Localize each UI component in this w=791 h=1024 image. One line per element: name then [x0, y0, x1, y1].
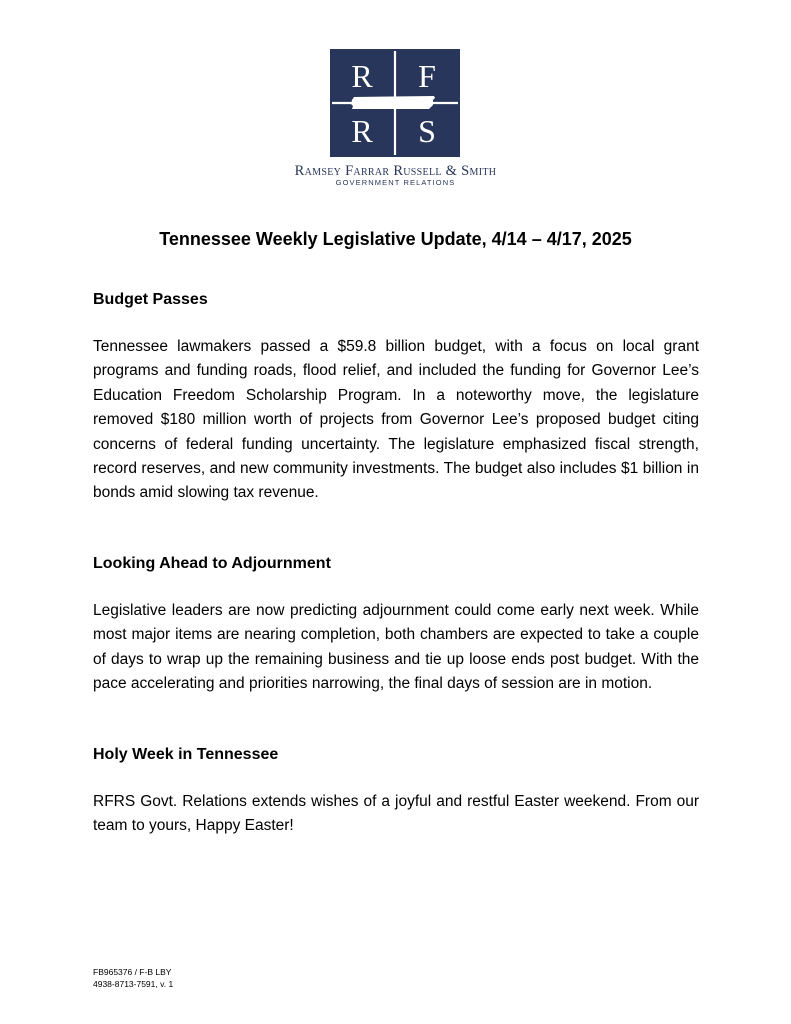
footer-line-1: FB965376 / F-B LBY	[93, 967, 172, 977]
logo-letter-s: S	[418, 113, 436, 149]
firm-subtitle: GOVERNMENT RELATIONS	[335, 178, 456, 187]
logo-letter-r2: R	[351, 113, 373, 149]
logo-letter-r1: R	[351, 58, 373, 94]
document-title: Tennessee Weekly Legislative Update, 4/14 – 4/17, 2025	[159, 229, 632, 249]
logo-letter-f: F	[418, 58, 436, 94]
section-heading-holy-week: Holy Week in Tennessee	[93, 746, 279, 763]
section-body-budget: Tennessee lawmakers passed a $59.8 billion budget, with a focus on local grant programs and funding roads, flood relief, and included the funding for Governor Lee’s Education Freedom Scholarship Program. In a noteworthy move, the legislature removed $180 million worth of projects from Governor Lee’s proposed budget citing concerns of federal funding uncertainty. The legislature emphasized fiscal strength, record reserves, and new community investments. The budget also includes $1 billion in bonds amid slowing tax revenue.	[93, 338, 699, 502]
footer-line-2: 4938-8713-7591, v. 1	[93, 979, 174, 989]
firm-name: Ramsey Farrar Russell & Smith	[294, 163, 497, 179]
section-body-holy-week: RFRS Govt. Relations extends wishes of a joyful and restful Easter weekend. From our team to yours, Happy Easter!	[93, 793, 699, 835]
rfrs-logo	[330, 49, 460, 157]
section-body-adjournment: Legislative leaders are now predicting adjournment could come early next week. While most major items are nearing completion, both chambers are expected to take a couple of days to wrap up the remaining business and tie up loose ends post budget. With the pace accelerating and priorities narrowing, the final days of session are in motion.	[93, 602, 699, 693]
section-heading-adjournment: Looking Ahead to Adjournment	[93, 555, 331, 572]
footer-doc-id	[93, 966, 173, 990]
section-heading-budget: Budget Passes	[93, 291, 208, 308]
